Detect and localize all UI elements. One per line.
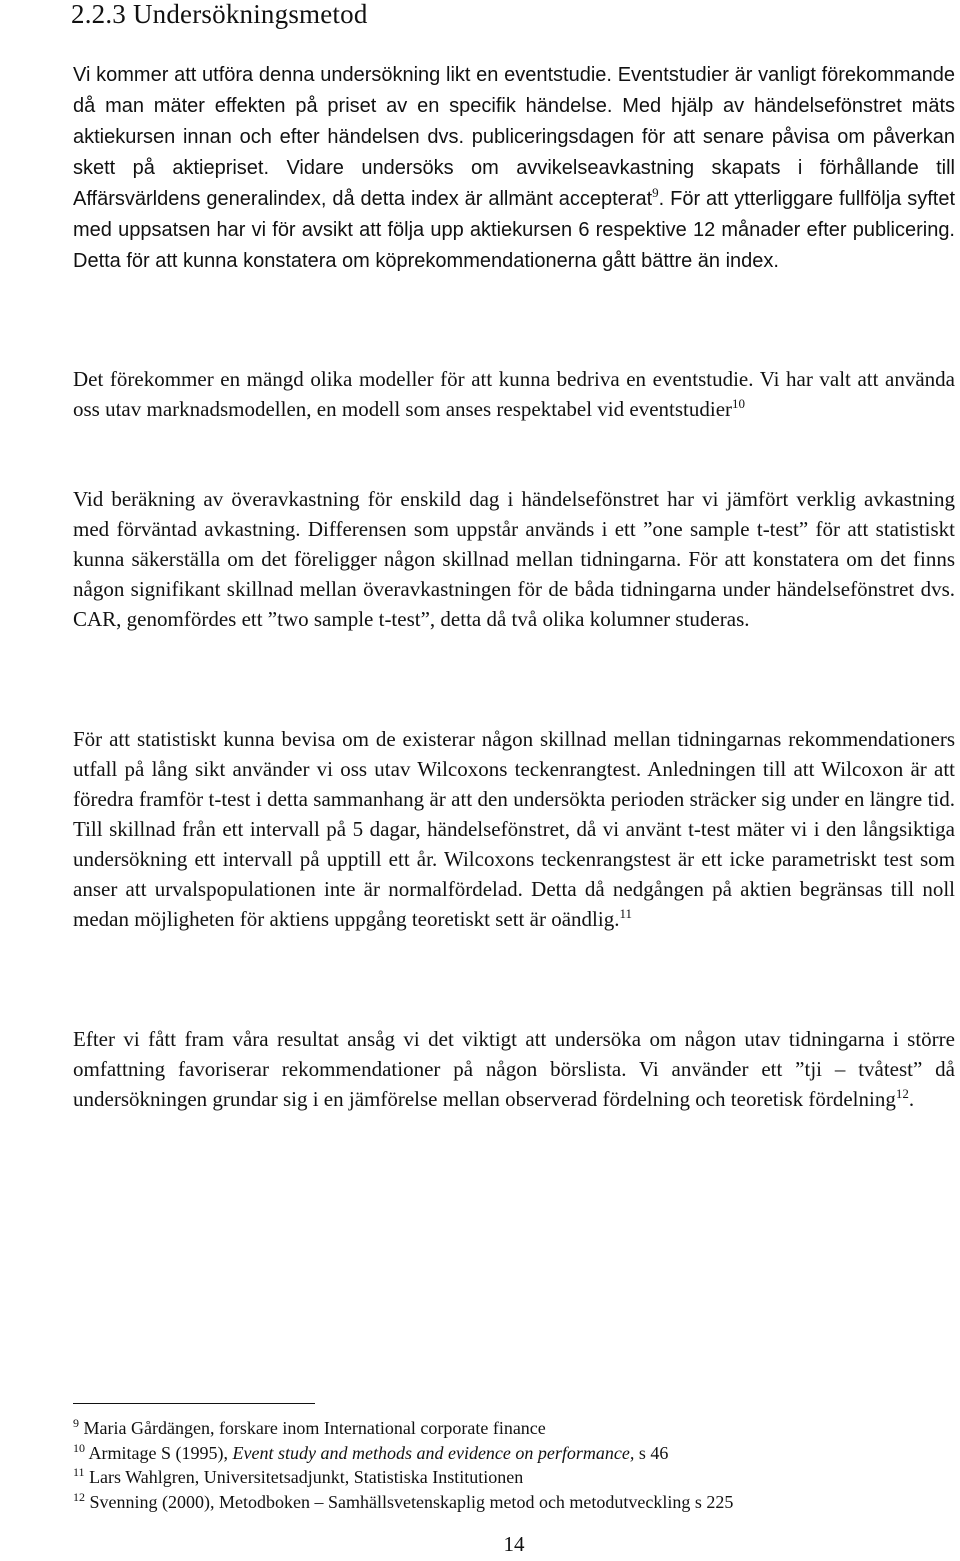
footnote-text: Lars Wahlgren, Universitetsadjunkt, Statistiska Institutionen <box>89 1467 524 1487</box>
paragraph-modeller <box>73 364 955 424</box>
footnote-pages: s 46 <box>634 1442 669 1463</box>
footnote-ref-12: 12 <box>895 1086 909 1101</box>
footnote-ref-11: 11 <box>619 906 632 921</box>
paragraph-text-cont: . För att ytterliggare fullfölja syftet med uppsatsen har vi för avsikt att följa upp aktiekursen 6 respektive 12 månader efter publicering. Detta för att kunna konstatera om köprekommendationerna gått bättre än index. <box>73 188 956 272</box>
footnote-title: Event study and methods and evidence on performance, <box>232 1442 635 1463</box>
paragraph-eventstudie <box>73 59 955 276</box>
footnote-12 <box>73 1490 955 1515</box>
footnote-text: Maria Gårdängen, forskare inom International corporate finance <box>83 1418 546 1438</box>
footnote-11 <box>73 1465 955 1490</box>
footnote-separator <box>73 1403 315 1404</box>
paragraph-tvatest <box>73 1024 955 1114</box>
footnote-number: 12 <box>73 1489 85 1504</box>
footnote-number: 10 <box>73 1440 85 1455</box>
footnote-ref-10: 10 <box>732 396 746 411</box>
section-heading: 2.2.3 Undersökningsmetod <box>71 0 368 29</box>
paragraph-text: Efter vi fått fram våra resultat ansåg vi det viktigt att undersöka om någon utav tidningarna i större omfattning favoriserar rekommendationer på någon börslista. Vi använder ett ”tji – tvåtest” då undersökningen grundar sig i en jämförelse mellan observerad fördelning och teoretisk fördelning <box>73 1027 955 1111</box>
footnote-number: 9 <box>73 1416 79 1430</box>
paragraph-text: Vi kommer att utföra denna undersökning likt en eventstudie. Eventstudier är vanligt förekommande då man mäter effekten på priset av en specifik händelse. Med hjälp av händelsefönstret mäts aktiekursen innan och efter händelsen dvs. publiceringsdagen för att senare påvisa om påverkan skett på aktiepriset. Vidare undersöks om avvikelseavkastning skapats i förhållande till Affärsvärldens generalindex, då detta index är allmänt accepterat <box>73 64 955 210</box>
paragraph-text: För att statistiskt kunna bevisa om de existerar någon skillnad mellan tidningarnas rekommendationers utfall på lång sikt använder vi oss utav Wilcoxons teckenrangtest. Anledningen till att Wilcoxon är att föredra framför t-test i detta sammanhang är att den undersökta perioden sträcker sig under en längre tid. Till skillnad från ett intervall på 5 dagar, händelsefönstret, då vi använt t-test mäter vi i den långsiktiga undersökning ett intervall på upptill ett år. Wilcoxons teckenrangstest är ett icke parametriskt test som anser att urvalspopulationen inte är normalfördelad. Detta då nedgången på aktien begränsas till noll medan möjligheten för aktiens uppgång teoretiskt sett är oändlig. <box>73 727 955 931</box>
paragraph-wilcoxon <box>73 724 955 934</box>
footnote-9 <box>73 1416 955 1441</box>
footnote-number: 11 <box>73 1465 85 1479</box>
paragraph-end: . <box>908 1087 915 1111</box>
footnote-text: Svenning (2000), Metodboken – Samhällsvetenskaplig metod och metodutveckling s 225 <box>89 1491 734 1512</box>
paragraph-overavkastning <box>73 484 955 634</box>
paragraph-text: Vid beräkning av överavkastning för enskild dag i händelsefönstret har vi jämfört verklig avkastning med förväntad avkastning. Differensen som uppstår används i ett ”one sample t-test” för att statistiskt kunna säkerställa om det föreligger någon skillnad mellan tidningarna. För att konstatera om det finns någon signifikant skillnad mellan överavkastningen för de båda tidningarna under händelsefönstret dvs. CAR, genomfördes ett ”two sample t-test”, detta då två olika kolumner studeras. <box>73 487 955 631</box>
paragraph-text: Det förekommer en mängd olika modeller för att kunna bedriva en eventstudie. Vi har valt att använda oss utav marknadsmodellen, en modell som anses respektabel vid eventstudier <box>73 367 955 421</box>
footnote-ref-9: 9 <box>652 185 659 200</box>
footnote-text: Armitage S (1995), <box>88 1442 233 1463</box>
footnotes <box>73 1416 955 1514</box>
footnote-10 <box>73 1441 955 1466</box>
page-number: 14 <box>503 1532 525 1556</box>
